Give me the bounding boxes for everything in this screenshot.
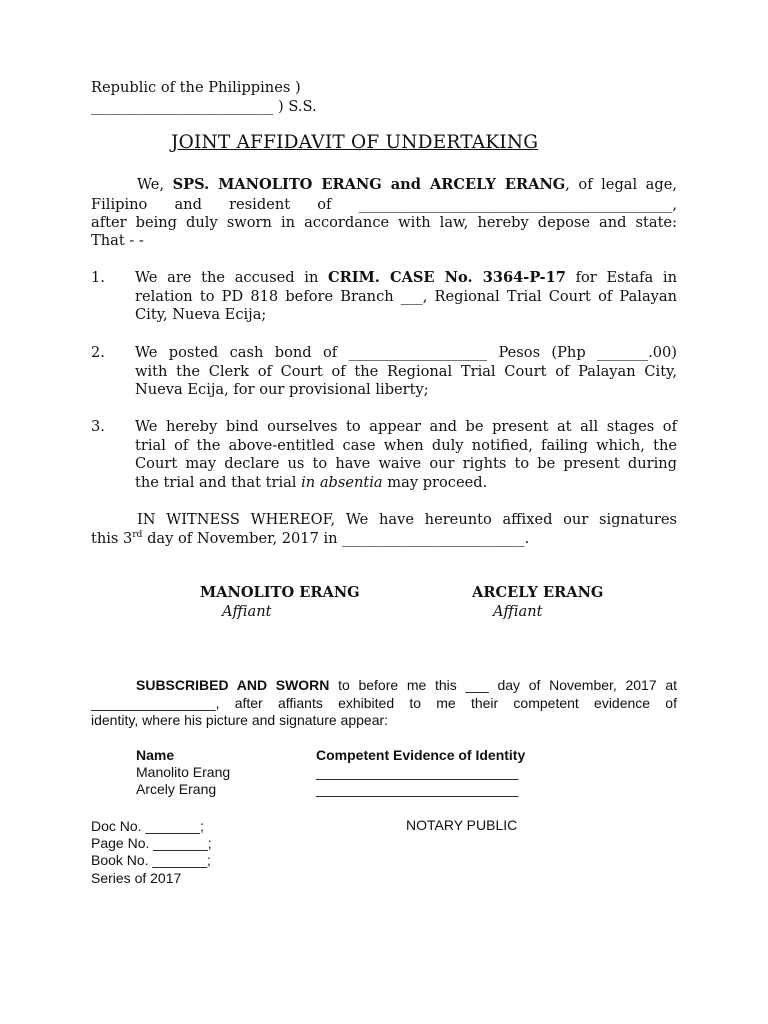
table-cell-evidence: __________________________ [316,781,519,797]
item-line: trial of the above-entitled case when duly notified, failing which, the [135,436,677,454]
item-line [135,269,677,288]
jurat-line-2: ________________, after affiants exhibited to me their competent evidence of [91,695,677,711]
intro-we: We, [137,176,173,193]
doc-no: Doc No. _______; [91,818,204,834]
item-text-italic: in absentia [301,473,383,491]
witness-line-2 [91,530,529,549]
item-line: relation to PD 818 before Branch ___, Regional Trial Court of Palayan [135,287,677,305]
item-text: the trial and that trial [135,473,302,491]
series: Series of 2017 [91,870,182,886]
intro-line-2: Filipino and resident of ___________________________________________, [91,196,677,213]
jurat-line-3: identity, where his picture and signature appear: [91,712,389,728]
witness-text: day of November, 2017 in _________________________. [142,530,530,547]
jurat-heading: SUBSCRIBED AND SWORN [136,677,330,693]
intro-line-3: after being duly sworn in accordance with law, hereby depose and state: [91,214,677,231]
ordinal-suffix: rd [132,530,143,541]
intro-line-1 [137,176,677,195]
item-text: may proceed. [382,473,488,491]
witness-line-1: IN WITNESS WHEREOF, We have hereunto affixed our signatures [137,511,677,528]
table-cell-evidence: __________________________ [316,764,519,780]
case-number: CRIM. CASE No. 3364-P-17 [328,269,566,286]
item-number: 1. [91,269,105,286]
intro-legal-age: , of legal age, [565,176,677,193]
witness-text: this 3 [91,530,133,547]
jurat-text: to before me this ___ day of November, 2017 at [329,677,677,693]
table-cell-name: Arcely Erang [136,781,217,797]
signatory-name: ARCELY ERANG [472,584,604,601]
list-item [135,418,677,492]
item-line: with the Clerk of Court of the Regional Trial Court of Palayan City, [135,362,677,380]
affiants-names: SPS. MANOLITO ERANG and ARCELY ERANG [172,176,566,193]
item-line: Nueva Ecija, for our provisional liberty; [135,381,429,399]
item-line: Court may declare us to have waive our rights to be present during [135,455,677,473]
list-item [135,344,677,400]
item-text: We are the accused in [135,269,329,286]
item-number: 3. [91,418,105,435]
item-line: We hereby bind ourselves to appear and be present at all stages of [135,418,677,435]
table-cell-name: Manolito Erang [136,764,231,780]
signatory-role: Affiant [493,603,543,620]
page-no: Page No. _______; [91,835,212,851]
list-item [135,269,677,325]
table-header-evidence: Competent Evidence of Identity [316,747,526,763]
book-no: Book No. _______; [91,852,211,868]
item-line: We posted cash bond of ___________________ Pesos (Php _______.00) [135,344,677,361]
signatory-name: MANOLITO ERANG [200,584,360,601]
item-number: 2. [91,344,105,361]
item-line [135,474,677,493]
intro-line-4: That - - [91,232,144,249]
venue-line-2: _________________________ ) S.S. [91,98,317,115]
venue-line-1: Republic of the Philippines ) [91,79,301,96]
signatory-role: Affiant [222,603,272,620]
notary-public-label: NOTARY PUBLIC [406,817,518,833]
document-title: JOINT AFFIDAVIT OF UNDERTAKING [171,132,539,153]
item-text: for Estafa in [565,269,677,286]
jurat-line-1 [136,677,677,695]
item-line: City, Nueva Ecija; [135,306,267,324]
table-header-name: Name [136,747,175,763]
